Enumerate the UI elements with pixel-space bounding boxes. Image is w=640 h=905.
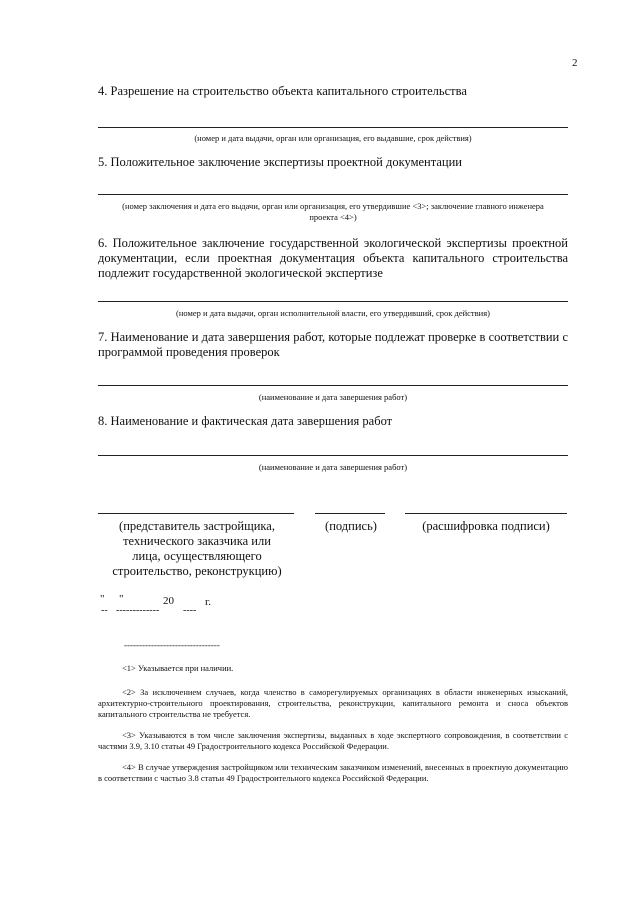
- section-7-caption: (наименование и дата завершения работ): [258, 392, 408, 402]
- date-year-suffix: г.: [205, 596, 212, 608]
- representative-label: (представитель застройщика, технического заказчика или лица, осуществляющего строительство, реконструкцию): [112, 519, 282, 578]
- section-6-line: [98, 301, 568, 302]
- section-8-line: [98, 455, 568, 456]
- section-5-caption: (номер заключения и дата его выдачи, орган или организация, его утвердившие <3>; заключение главного инженера проекта <4>): [122, 201, 544, 222]
- transcript-line: [405, 513, 567, 514]
- section-6-caption: (номер и дата выдачи, орган исполнительной власти, его утвердивший, срок действия): [176, 308, 490, 318]
- signature-line: [315, 513, 385, 514]
- section-5-title: 5. Положительное заключение экспертизы проектной документации: [98, 155, 462, 169]
- section-5-line: [98, 194, 568, 195]
- date-quote-open: ": [100, 593, 105, 605]
- footnote-3-text: <3> Указываются в том числе заключения экспертизы, выданных в ходе экспертного сопровождения, в соответствии с частями 3.9, 3.10 статьи 49 Градостроительного кодекса Российской Федерации.: [98, 730, 568, 751]
- section-4-line: [98, 127, 568, 128]
- footnote-1-text: <1> Указывается при наличии.: [122, 663, 234, 673]
- section-8-caption: (наименование и дата завершения работ): [258, 462, 408, 472]
- footnote-2-text: <2> За исключением случаев, когда членство в саморегулируемых организациях в области инженерных изысканий, архитектурно-строительного проектирования, строительства, реконструкции, капитального ремонта и сноса объектов капитального строительства не требуется.: [98, 687, 568, 719]
- section-7-title: 7. Наименование и дата завершения работ, которые подлежат проверке в соответствии с программой проведения проверок: [98, 330, 568, 359]
- signature-label: (подпись): [325, 519, 377, 533]
- footnote-4-text: <4> В случае утверждения застройщиком или техническим заказчиком изменений, внесенных в проектную документацию в соответствии с частью 3.8 статьи 49 Градостроительного кодекса Российской Федерации.: [98, 762, 568, 783]
- footnote-4: [98, 762, 568, 784]
- representative-line: [98, 513, 294, 514]
- date-year-dashes: ----: [183, 605, 197, 616]
- footnote-separator: --------------------------------: [124, 640, 220, 650]
- transcript-label: (расшифровка подписи): [422, 519, 550, 533]
- footnote-1: [98, 663, 568, 674]
- section-4-caption: (номер и дата выдачи, орган или организация, его выдавшие, срок действия): [194, 133, 472, 143]
- date-day-dashes: --: [101, 605, 108, 616]
- section-8-title: 8. Наименование и фактическая дата завершения работ: [98, 414, 393, 428]
- date-year-prefix: 20: [163, 595, 174, 607]
- section-4-title: 4. Разрешение на строительство объекта капитального строительства: [98, 84, 467, 98]
- footnote-3: [98, 730, 568, 752]
- date-quote-close: ": [119, 593, 124, 605]
- section-6-title: 6. Положительное заключение государственной экологической экспертизы проектной документации, если проектная документация объекта капитального строительства подлежит государственной экологической экспертизе: [98, 236, 568, 280]
- date-month-dashes: -------------: [116, 605, 160, 616]
- page-number: 2: [572, 57, 578, 69]
- section-7-line: [98, 385, 568, 386]
- footnote-2: [98, 687, 568, 720]
